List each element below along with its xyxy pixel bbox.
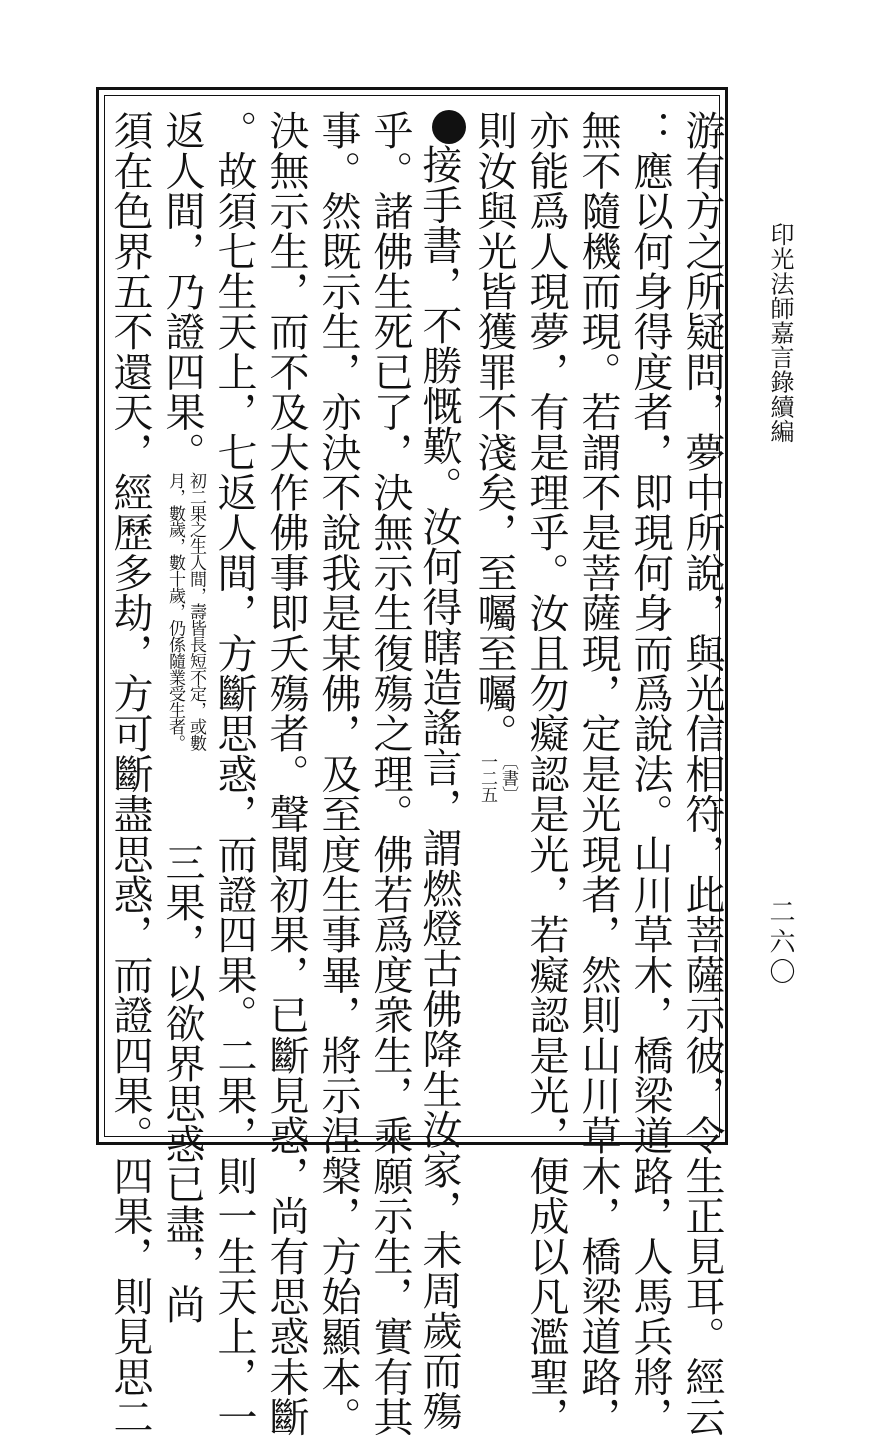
running-head-book-title: 印光法師嘉言錄續編 [766,222,794,444]
text-column-1: 游有方之所疑問，夢中所說，與光信相符，此菩薩示彼，令生正見耳。經云 [679,110,725,1437]
text-column-6: 接手書，不勝慨歎。汝何得瞎造謠言，謂燃燈古佛降生汝家，未周歲而殤 [418,110,466,1430]
text-column-4: 亦能爲人現夢，有是理乎。汝且勿癡認是光，若癡認是光，便成以凡濫聖， [523,110,569,1437]
text-column-3: 無不隨機而現。若謂不是菩薩現，定是光現者，然則山川草木，橋梁道路， [575,110,621,1437]
text-column-7: 乎。諸佛生死已了，決無示生復殤之理。佛若爲度衆生，乘願示生，實有其 [367,110,413,1437]
page-number: 二六〇 [765,898,795,988]
inline-annotation-note: 初二果之生人間，壽皆長短不定，或數 月，數歲，數十歲，仍係隨業受生者。 [165,471,206,751]
inline-annotation-source: 〔書〕 一二五 [477,753,518,803]
text-column-11: 返人間，乃證四果。 初二果之生人間，壽皆長短不定，或數 月，數歲，數十歲，仍係隨業受生者。 三果，以欲界思惑已盡，尚 [159,110,206,1325]
text-column-9: 決無示生，而不及大作佛事即夭殤者。聲聞初果，已斷見惑，尚有思惑未斷 [263,110,309,1437]
bullet-marker-icon [432,110,466,144]
text-column-8: 事。然既示生，亦決不說我是某佛，及至度生事畢，將示涅槃，方始顯本。 [315,110,361,1437]
text-column-10: 。故須七生天上，七返人間，方斷思惑，而證四果。二果，則一生天上，一 [211,110,257,1437]
text-column-12: 須在色界五不還天，經歷多劫，方可斷盡思惑，而證四果。四果，則見思二 [107,110,153,1437]
text-column-2: ：應以何身得度者，即現何身而爲說法。山川草木，橋梁道路，人馬兵將， [627,110,673,1437]
text-column-5: 則汝與光皆獲罪不淺矣，至囑至囑。 〔書〕 一二五 [470,110,518,929]
